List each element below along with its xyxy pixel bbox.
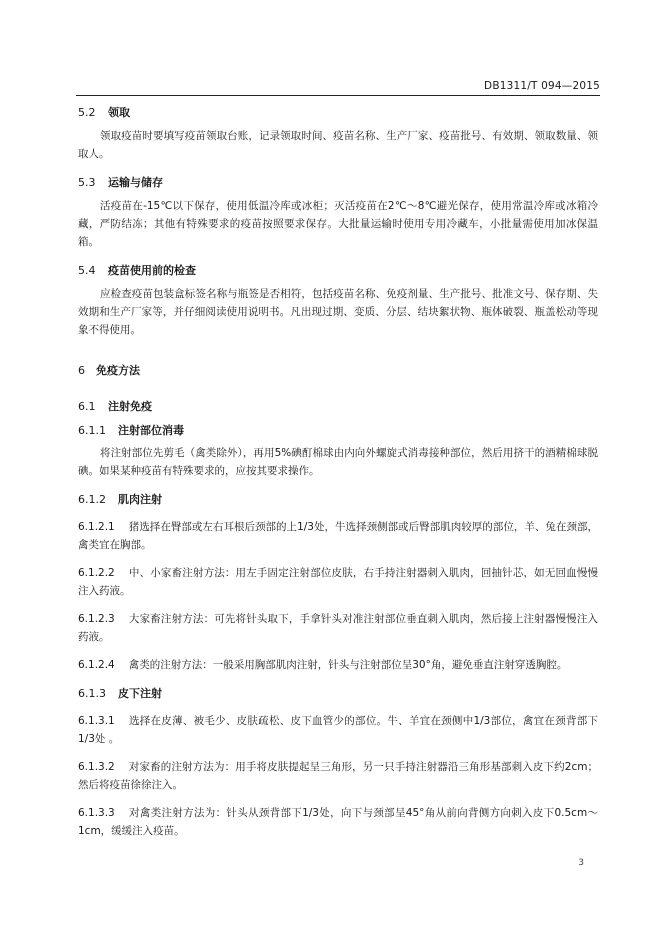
section-heading	[78, 175, 598, 191]
section-title: 领取	[108, 106, 130, 119]
paragraph: 领取疫苗时要填写疫苗领取台账，记录领取时间、疫苗名称、生产厂家、疫苗批号、有效期、领取数量、领取人。	[78, 130, 598, 160]
document-code: DB1311/T 094—2015	[484, 80, 600, 92]
clause-number: 6.1.2.3	[78, 613, 115, 625]
subsection-heading	[78, 686, 598, 702]
header-rule	[76, 95, 600, 96]
clause-number: 6.1.2.4	[78, 659, 115, 671]
paragraph: 应检查疫苗包装盒标签名称与瓶签是否相符，包括疫苗名称、免疫剂量、生产批号、批准文号、保存期、失效期和生产厂家等，并仔细阅读使用说明书。凡出现过期、变质、分层、结块絮状物、瓶体破裂、瓶盖松动等现象不得使用。	[78, 288, 598, 336]
section-number: 6.1	[78, 400, 96, 413]
section-title: 注射部位消毒	[118, 424, 184, 437]
page-number: 3	[578, 858, 584, 868]
clause-number: 6.1.2.1	[78, 521, 115, 533]
clause	[78, 656, 598, 674]
clause-text: 猪选择在臀部或左右耳根后颈部的上1/3处，牛选择颈侧部或后臀部肌肉较厚的部位，羊、兔在颈部，禽类宜在胸部。	[78, 521, 598, 551]
section-title: 免疫方法	[96, 364, 140, 377]
section-number: 5.3	[78, 176, 96, 189]
clause-number: 6.1.3.1	[78, 715, 115, 727]
paragraph: 将注射部位先剪毛（禽类除外），再用5%碘酊棉球由内向外螺旋式消毒接种部位，然后用挤干的酒精棉球脱碘。如果某种疫苗有特殊要求的，应按其要求操作。	[78, 447, 598, 477]
clause	[78, 564, 598, 600]
section-title: 注射免疫	[108, 400, 152, 413]
section-number: 5.2	[78, 106, 96, 119]
section-title: 肌肉注射	[118, 493, 162, 506]
section-title: 疫苗使用前的检查	[108, 264, 196, 277]
clause-number: 6.1.3.3	[78, 807, 115, 819]
section-heading	[78, 263, 598, 279]
clause-text: 中、小家畜注射方法：用左手固定注射部位皮肤，右手持注射器刺入肌肉，回抽针芯，如无回血慢慢注入药液。	[78, 567, 598, 597]
clause	[78, 804, 598, 840]
section-heading	[78, 105, 598, 121]
subsection-heading	[78, 423, 598, 439]
section-number: 6.1.3	[78, 687, 106, 700]
clause-text: 大家畜注射方法：可先将针头取下，手拿针头对准注射部位垂直刺入肌肉，然后接上注射器慢慢注入药液。	[78, 613, 598, 643]
paragraph: 活疫苗在-15℃以下保存，使用低温冷库或冰柜；灭活疫苗在2℃～8℃避光保存，使用常温冷库或冰箱冷藏，严防结冻；其他有特殊要求的疫苗按照要求保存。大批量运输时使用专用冷藏车，小批量需使用加冰保温箱。	[78, 200, 598, 248]
section-number: 6	[78, 364, 85, 377]
clause	[78, 518, 598, 554]
clause-number: 6.1.3.2	[78, 761, 115, 773]
section-number: 6.1.2	[78, 493, 106, 506]
page-content	[78, 105, 598, 840]
section-number: 5.4	[78, 264, 96, 277]
clause-number: 6.1.2.2	[78, 567, 115, 579]
clause-text: 对禽类注射方法为：针头从颈背部下1/3处，向下与颈部呈45°角从前向背侧方向刺入皮下0.5cm～1cm，缓缓注入疫苗。	[78, 807, 598, 837]
clause	[78, 712, 598, 748]
section-number: 6.1.1	[78, 424, 106, 437]
clause	[78, 758, 598, 794]
clause-text: 对家畜的注射方法为：用手将皮肤提起呈三角形，另一只手持注射器沿三角形基部刺入皮下约2cm；然后将疫苗徐徐注入。	[78, 761, 598, 791]
section-title: 皮下注射	[118, 687, 162, 700]
subsection-heading	[78, 492, 598, 508]
section-heading	[78, 399, 598, 415]
clause-text: 选择在皮薄、被毛少、皮肤疏松、皮下血管少的部位。牛、羊宜在颈侧中1/3部位，禽宜在颈背部下1/3处 。	[78, 715, 598, 745]
clause-text: 禽类的注射方法：一般采用胸部肌肉注射，针头与注射部位呈30°角，避免垂直注射穿透胸腔。	[128, 659, 568, 671]
section-title: 运输与储存	[108, 176, 163, 189]
clause	[78, 610, 598, 646]
chapter-heading	[78, 363, 598, 379]
